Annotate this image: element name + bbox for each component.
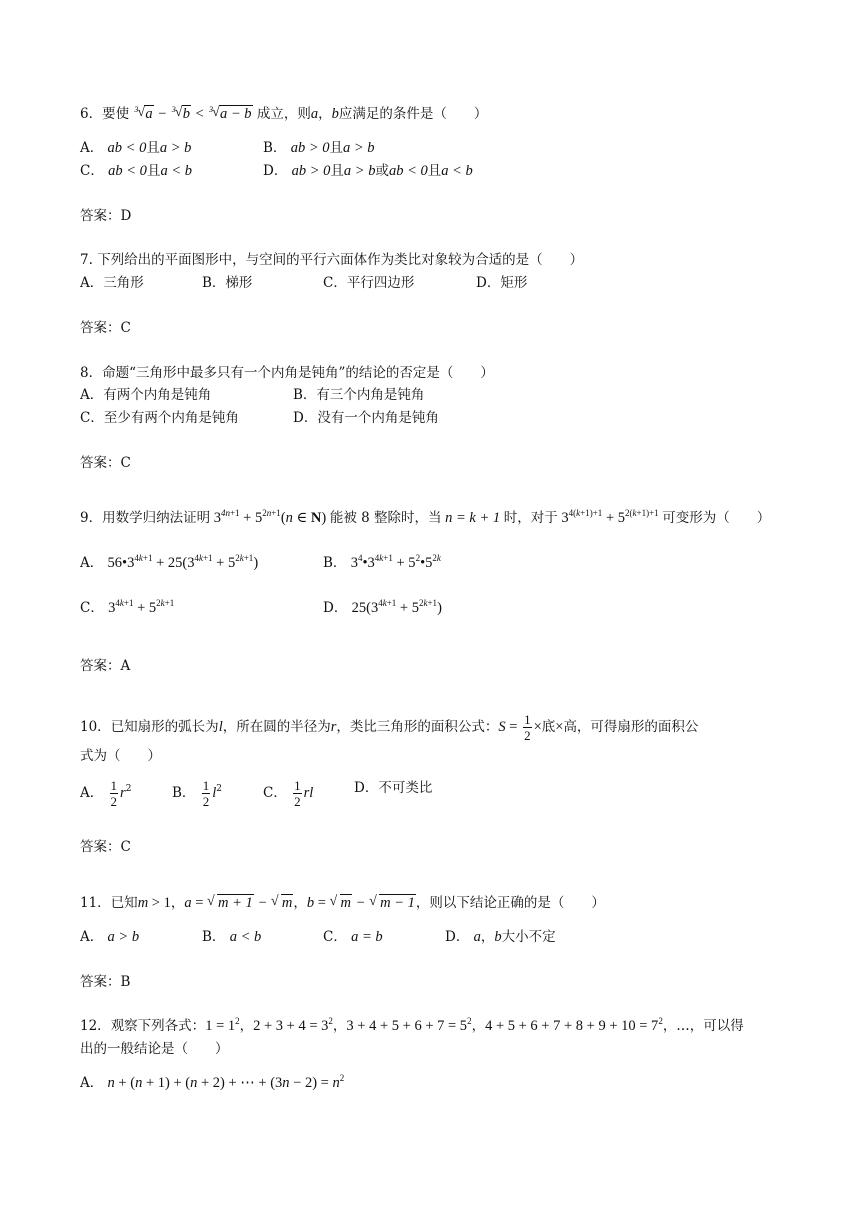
- question-11-option-b: B． a < b: [202, 929, 262, 945]
- question-11-stem: 11．已知m > 1，a = √ m + 1 − √ m，b = √ m − √ m − 1，则以下结论正确的是（ ）: [80, 894, 605, 911]
- question-8-stem: 8．命题“三角形中最多只有一个内角是钝角”的结论的否定是（ ）: [80, 365, 494, 381]
- question-9-option-b: B． $3^4•3^{4k+1}$ + $5^2•5^{2k}$: [323, 553, 441, 571]
- question-7-option-a: A．三角形: [80, 275, 144, 291]
- question-6-option-c: C． ab < 0且a < b: [80, 163, 192, 179]
- question-6-answer: 答案：D: [80, 208, 132, 224]
- question-9-option-a: A． $56•3^{4k+1} + 25(3^{4k+1} + 5^{2k+1})$: [80, 553, 259, 571]
- question-10-option-a: A． $\frac{1}{2}$ $r^2$: [80, 778, 132, 809]
- question-8-option-d: D．没有一个内角是钝角: [293, 410, 439, 426]
- question-9-stem: 9．用数学归纳法证明 $3^{4n+1} + 5^{2n+1}(n$ ∈ N) 能被 8 整除时，当 n = k + 1 时，对于 $3^{4(k+1)+1} + 5^{2(k+1)+1}$ 可变形为（ ）: [80, 508, 771, 526]
- question-8-answer: 答案：C: [80, 455, 131, 471]
- question-9-option-c: C． $3^{4k+1} + 5^{2k+1}$: [80, 598, 175, 616]
- question-10-option-d: D．不可类比: [354, 780, 433, 796]
- question-12-option-a: A． n + (n + 1) + (n + 2) + ⋯ + $(3n - 2) = n^2$: [80, 1073, 345, 1091]
- question-8-option-b: B．有三个内角是钝角: [293, 387, 425, 403]
- question-6-option-b: B． ab > 0且a > b: [263, 140, 375, 156]
- question-8-option-c: C．至少有两个内角是钝角: [80, 410, 239, 426]
- question-12-stem-line1: 12．观察下列各式：$1 = 1^2$，$2 + 3 + 4 = 3^2$，$3 + 4 + 5 + 6 + 7 = 5^2$，$4 + 5 + 6 + 7 + 8 + 9 + 10 = 7^2$，…，可以得: [80, 1016, 744, 1034]
- question-7-answer: 答案：C: [80, 320, 131, 336]
- question-6-stem: 6．要使 3 √ a − 3 √ b < 3 √ a − b 成立，则a，b应满足的条件是（ ）: [80, 105, 488, 122]
- question-6-option-d: D． ab > 0且a > b或ab < 0且a < b: [263, 163, 473, 179]
- question-7-option-d: D．矩形: [476, 275, 528, 291]
- question-11-option-a: A． a > b: [80, 929, 140, 945]
- question-10-stem-line2: 式为（ ）: [80, 748, 161, 764]
- question-11-option-d: D． a，b大小不定: [445, 929, 556, 945]
- question-9-answer: 答案：A: [80, 658, 131, 674]
- question-11-answer: 答案：B: [80, 974, 131, 990]
- question-7-option-b: B．梯形: [202, 275, 253, 291]
- question-7-stem: 7. 下列给出的平面图形中，与空间的平行六面体作为类比对象较为合适的是（ ）: [80, 252, 584, 268]
- question-7-option-c: C．平行四边形: [323, 275, 415, 291]
- question-12-stem-line2: 出的一般结论是（ ）: [80, 1041, 229, 1057]
- question-6-option-a: A． ab < 0且a > b: [80, 140, 192, 156]
- question-10-stem-line1: 10．已知扇形的弧长为l，所在圆的半径为r，类比三角形的面积公式：S = $\frac{1}{2}$ ×底×高，可得扇形的面积公: [80, 712, 699, 743]
- question-11-option-c: C． a = b: [323, 929, 383, 945]
- question-9-option-d: D． $25(3^{4k+1} + 5^{2k+1})$: [323, 598, 442, 616]
- question-10-option-c: C． $\frac{1}{2}$ rl: [263, 778, 314, 809]
- question-8-option-a: A．有两个内角是钝角: [80, 387, 212, 403]
- question-10-option-b: B． $\frac{1}{2}$ $l^2$: [172, 778, 222, 809]
- question-10-answer: 答案：C: [80, 839, 131, 855]
